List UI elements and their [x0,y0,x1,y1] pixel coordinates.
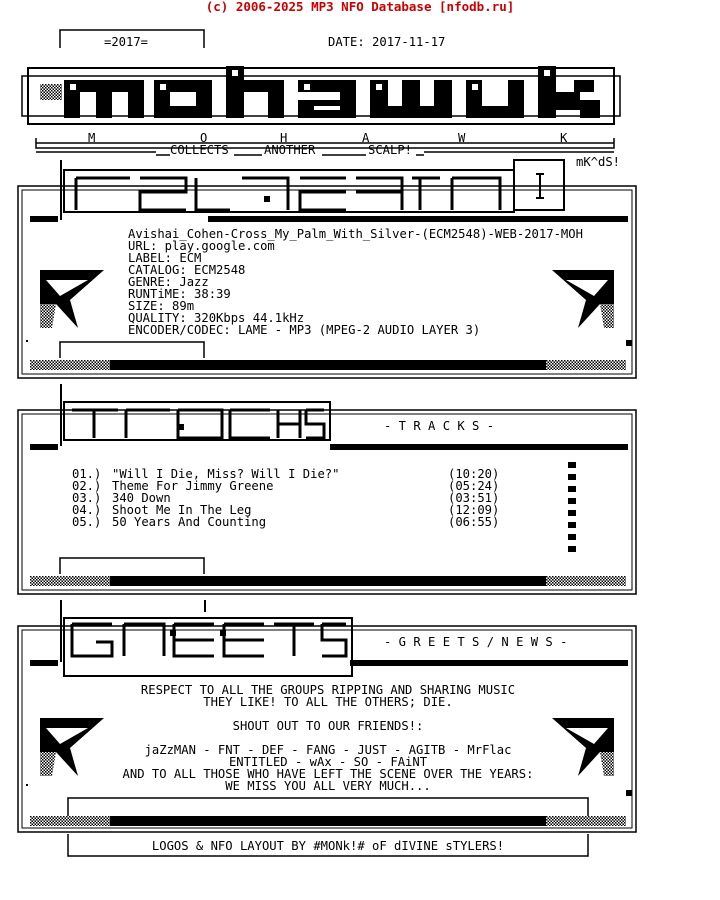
track-time: (10:20) [448,467,500,481]
subtitle-word-1: COLLECTS [170,143,229,157]
tracks-heading: - T R A C K S - [384,419,495,433]
greets-heading: - G R E E T S / N E W S - [384,635,568,649]
track-time: (05:24) [448,479,500,493]
release-line: GENRE: Jazz [128,275,209,289]
track-title: 340 Down [112,491,171,505]
track-number: 04.) [72,503,102,517]
track-title: Theme For Jimmy Greene [112,479,274,493]
spaced-letter-bar [36,138,614,155]
mohawk-logo [22,66,620,124]
footer-credit: LOGOS & NFO LAYOUT BY #MONk!# oF dIVINE sTYLERS! [151,839,505,853]
year-tag: =2017= [104,35,149,49]
track-number: 02.) [72,479,102,493]
greets-line: jaZzMAN - FNT - DEF - FANG - JUST - AGITB - MrFlac [144,743,512,757]
spaced-letter-a: A [362,131,370,145]
subtitle-word-3: SCALP! [368,143,413,157]
track-time: (06:55) [448,515,500,529]
release-line: ENCODER/CODEC: LAME - MP3 (MPEG-2 AUDIO LAYER 3) [128,323,481,337]
greets-line: ENTITLED - wAx - SO - FAiNT [228,755,428,769]
greets-line: AND TO ALL THOSE WHO HAVE LEFT THE SCENE OVER THE YEARS: [122,767,534,781]
release-line: RUNTiME: 38:39 [128,287,231,301]
greets-line: THEY LIKE! TO ALL THE OTHERS; DIE. [203,695,453,709]
release-line: CATALOG: ECM2548 [128,263,246,277]
tracks-section-frame [18,384,636,594]
release-date: DATE: 2017-11-17 [328,35,446,49]
greets-block [40,684,616,792]
release-line: Avishai_Cohen-Cross_My_Palm_With_Silver-(ECM2548)-WEB-2017-MOH [128,227,583,241]
track-title: Shoot Me In The Leg [112,503,252,517]
copyright-notice: (c) 2006-2025 MP3 NFO Database [nfodb.ru] [205,0,515,14]
track-number: 01.) [72,467,102,481]
track-title: 50 Years And Counting [112,515,267,529]
spaced-letter-k: K [560,131,568,145]
subtitle-word-2: ANOTHER [264,143,316,157]
track-number: 03.) [72,491,102,505]
spaced-letter-w: W [458,131,466,145]
track-time: (12:09) [448,503,500,517]
spaced-letter-o: O [200,131,208,145]
release-line: URL: play.google.com [128,239,275,253]
track-title: "Will I Die, Miss? Will I Die?" [112,467,340,481]
artist-tag: mK^dS! [576,155,621,169]
track-number: 05.) [72,515,102,529]
greets-line: RESPECT TO ALL THE GROUPS RIPPING AND SHARING MUSIC [140,683,516,697]
greets-line: WE MISS YOU ALL VERY MUCH... [225,779,431,793]
track-time: (03:51) [448,491,500,505]
spaced-letter-h: H [280,131,288,145]
spaced-letter-m: M [88,131,96,145]
greets-line: SHOUT OUT TO OUR FRIENDS!: [232,719,424,733]
release-line: QUALITY: 320Kbps 44.1kHz [128,311,305,325]
release-line: LABEL: ECM [128,251,202,265]
release-line: SIZE: 89m [128,299,195,313]
release-info-block [128,228,583,336]
